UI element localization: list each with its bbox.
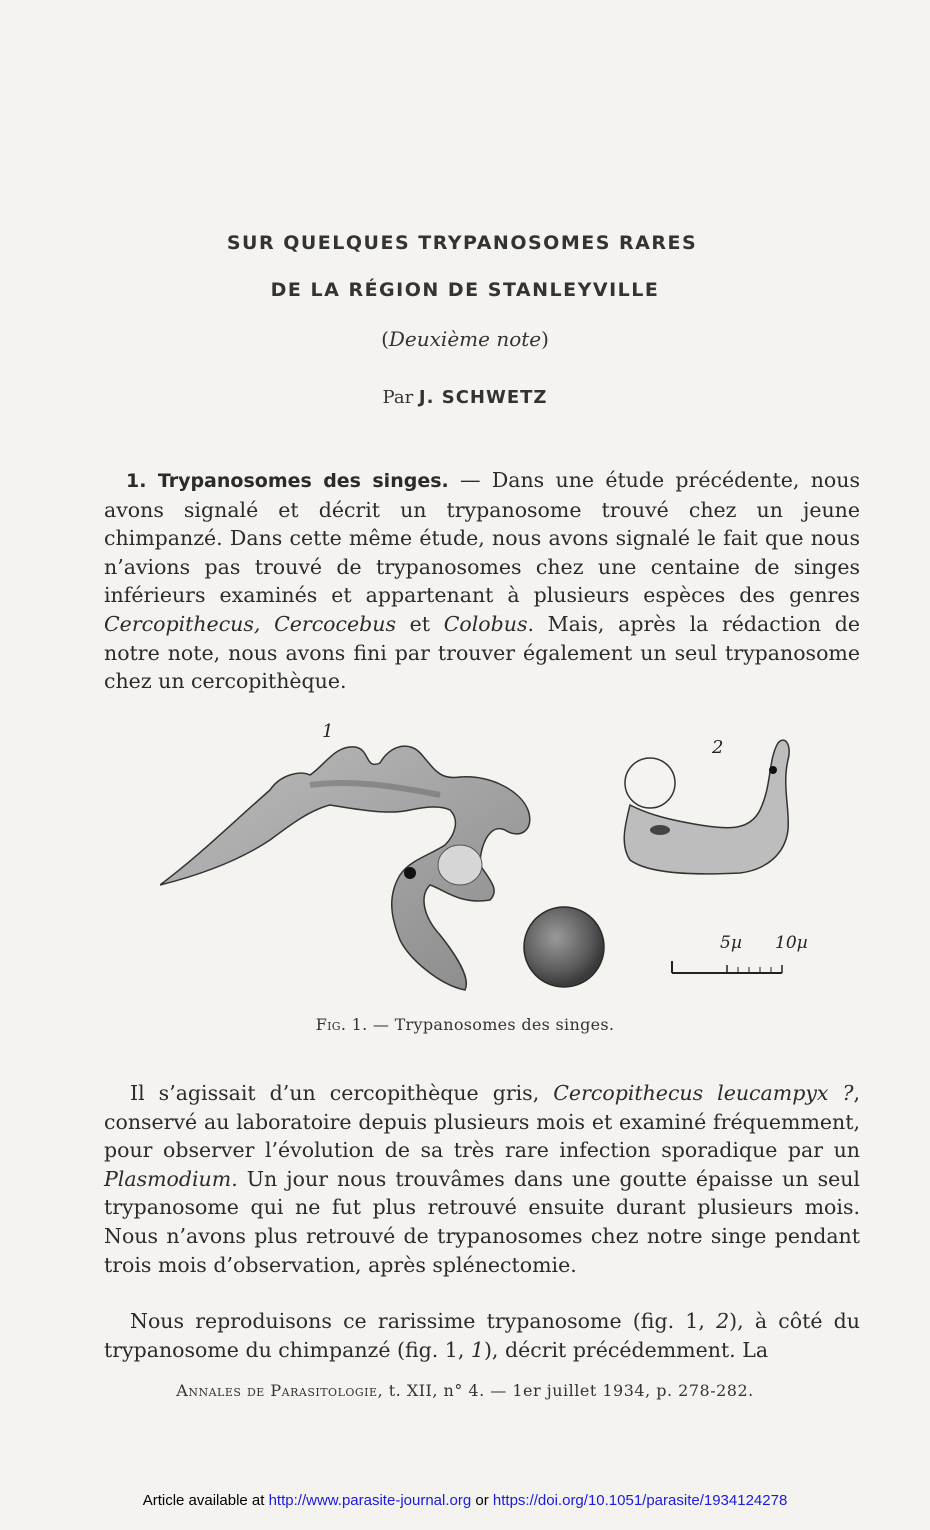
availability-prefix: Article available at — [142, 1492, 269, 1509]
para1-text-b: et — [395, 611, 444, 636]
author-line — [0, 387, 930, 408]
article-subtitle — [0, 327, 930, 351]
journal-details: , t. XII, n° 4. — 1er juillet 1934, p. 278-282. — [377, 1381, 754, 1400]
journal-reference — [0, 1381, 930, 1400]
para2-text-b: , conservé au laboratoire depuis plusieurs mois et examiné fréquemment, pour observer l’évolution de sa très rare infection sporadique par un — [104, 1081, 860, 1163]
trypanosome-1-drawing — [160, 746, 530, 990]
caption-text: — Trypanosomes des singes. — [367, 1015, 615, 1034]
para1-text-c: . Mais, après la rédaction de notre note, nous avons fini par trouver également un seul trypanosome chez un cercopithèque. — [104, 611, 861, 694]
para3-text-a: Nous reproduisons ce rarissime trypanosome (fig. 1, — [130, 1309, 717, 1333]
para1-text-a: — Dans une étude précédente, nous avons signalé et décrit un trypanosome trouvé chez un jeune chimpanzé. Dans cette même étude, nous avons signalé le fait que nous n’avions pas trouvé de trypanosomes chez une centaine de singes inférieurs examinés et appartenant à plusieurs espèces des genres — [104, 468, 860, 608]
article-title-line-1: SUR QUELQUES TRYPANOSOMES RARES — [226, 232, 698, 254]
para3-text-c: ), décrit précédemment. La — [483, 1337, 769, 1362]
subtitle-open: ( — [381, 327, 389, 351]
paragraph-1 — [104, 466, 860, 696]
figure-label-2: 2 — [712, 737, 724, 758]
author-prefix: Par — [382, 387, 419, 408]
trypanosome-2-drawing — [624, 740, 789, 874]
article-title-line-2: DE LA RÉGION DE STANLEYVILLE — [270, 279, 660, 301]
trypanosome-illustration — [160, 715, 820, 1005]
section-heading: 1. Trypanosomes des singes. — [126, 470, 449, 492]
figure-label-1: 1 — [322, 721, 334, 742]
para2-species: Cercopithecus leucampyx ? — [553, 1081, 854, 1105]
paragraph-2 — [104, 1079, 860, 1279]
scale-label-10: 10µ — [775, 933, 808, 953]
caption-fig-label: Fig. 1. — [315, 1015, 368, 1034]
article-availability-bar — [0, 1492, 930, 1509]
figure-caption — [0, 1015, 930, 1034]
figure-1 — [160, 715, 820, 1005]
journal-name: Annales de Parasitologie — [176, 1381, 378, 1400]
para3-text-b: ), à côté du trypanosome du chimpanzé (fig. 1, — [104, 1309, 860, 1362]
author-name: J. SCHWETZ — [418, 387, 548, 408]
red-blood-cell — [524, 907, 604, 987]
scale-bar — [672, 933, 808, 973]
para1-genus-2: Colobus — [443, 611, 528, 636]
paragraph-3 — [104, 1307, 860, 1364]
availability-middle: or — [471, 1492, 493, 1509]
journal-link[interactable]: http://www.parasite-journal.org — [268, 1492, 472, 1509]
para1-genus-1: Cercopithecus, Cercocebus — [104, 611, 396, 636]
para2-genus: Plasmodium — [104, 1166, 232, 1191]
scale-label-5: 5µ — [720, 933, 742, 953]
subtitle-text: Deuxième note — [388, 327, 542, 351]
para2-text-c: . Un jour nous trouvâmes dans une goutte épaisse un seul trypanosome qui ne fut plus retrouvé ensuite durant plusieurs mois. Nous n’avons plus retrouvé de trypanosomes chez notre singe pendant trois mois d’observation, après splénectomie. — [104, 1166, 860, 1277]
para3-ref-a: 2 — [716, 1309, 730, 1333]
subtitle-close: ) — [541, 327, 549, 351]
para2-text-a: Il s’agissait d’un cercopithèque gris, — [130, 1081, 554, 1105]
doi-link[interactable]: https://doi.org/10.1051/parasite/1934124278 — [492, 1492, 788, 1509]
para3-ref-b: 1 — [470, 1337, 484, 1362]
